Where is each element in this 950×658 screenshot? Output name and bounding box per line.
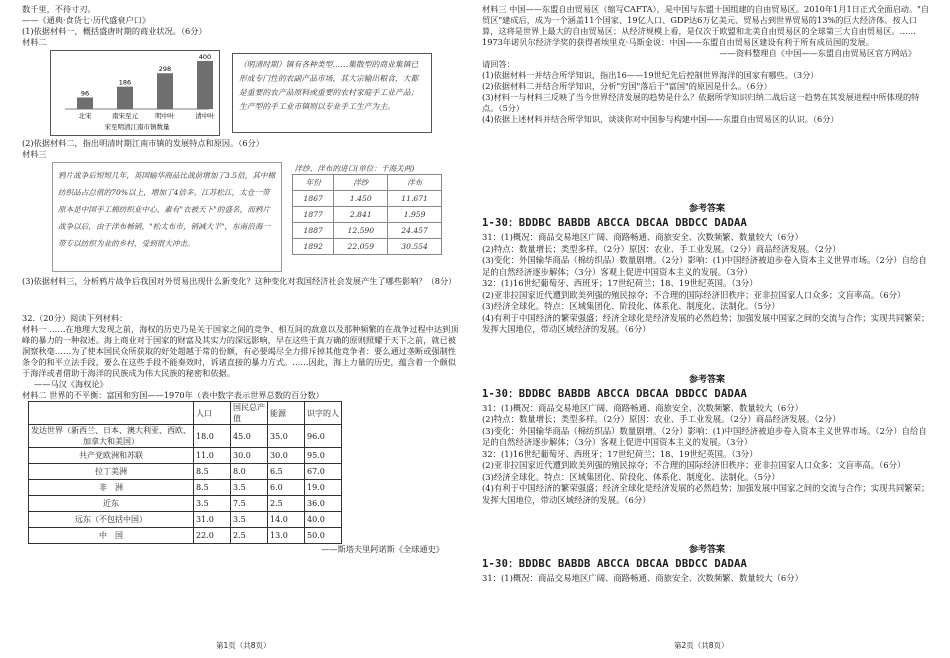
table-cell: 远东（不包括中国） bbox=[29, 512, 194, 528]
table-cell: 3.5 bbox=[231, 480, 268, 496]
table-cell: 近东 bbox=[29, 496, 194, 512]
q31-line: ——《通典·食货七·历代盛衰户口》 bbox=[22, 15, 151, 25]
yarn-cloth-import-table bbox=[292, 162, 442, 255]
table-cell: 24.457 bbox=[388, 223, 442, 239]
table-row bbox=[29, 512, 342, 528]
bar-value-label: 96 bbox=[80, 89, 90, 98]
q32-material-3 bbox=[482, 0, 932, 48]
answer-title: 参考答案 bbox=[688, 204, 725, 214]
answer-title: 参考答案 bbox=[688, 545, 725, 555]
page-1 bbox=[22, 0, 460, 555]
table-cell: 3.5 bbox=[231, 512, 268, 528]
table-cell: 1867 bbox=[293, 191, 334, 207]
rich-poor-table bbox=[28, 401, 342, 544]
question-item: (4)依据上述材料并结合所学知识，谈谈你对中国参与构建中国——东盟自由贸易区的认识。（6分） bbox=[482, 114, 839, 124]
table-header-cell: 能源 bbox=[268, 402, 305, 425]
table-cell: 35.0 bbox=[268, 425, 305, 448]
material-3-paragraph: 材料三 中国——东盟自由贸易区（缩写CAFTA），是中国与东盟十国组建的自由贸易区。2010年1月1日正式全面启动。"自贸区"建成后，成为一个涵盖11个国家、19亿人口、GDP达6万亿美元、贸易占到世界贸易的13%的巨大经济体。按人口算，这将是世界上最大的自由贸易区；从经济规模上看，是仅次于欧盟和北美自由贸易区的全球第三大自由贸易区。……1973年诺贝尔经济学奖的获得者埃里克·马斯金说：中国——东盟自由贸易区建设有利于所有成员国的发展。 bbox=[482, 4, 930, 47]
q32-material-1: 材料一 ……在地理大发现之前，海权的历史乃是关于国家之间的竞争、相互间的敌意以及那种频繁的在战争过程中达到顶峰的暴力的一种叙述。海上商业对于国家的财富及其实力的深远影响，早在这些于真万确的原则照耀于天下之前，就已被洞察秋毫……为了使本国民众所获取的好处超越于常的份额，有必要竭尽全力排斥掉其他竞争者：要么通过垄断或强制性条令的和平立法手段，要么在这些手段不能奏效时，诉诸直接的暴力方式。……因此，海上力量的历史，蕴含着一个颇似于海洋或者借助于海洋的民族成为伟大民族的秘密和依据。 bbox=[22, 324, 459, 378]
table-cell: 45.0 bbox=[231, 425, 268, 448]
answer-line: (4)有利于中国经济的繁荣强盛；经济全球化是经济发展的必然趋势；加强发展中国家之间的交流与合作；实现共同繁荣；发挥大国地位，带动区域经济的发展。（6分） bbox=[482, 483, 930, 505]
table-cell: 14.0 bbox=[268, 512, 305, 528]
bar-1 bbox=[117, 87, 133, 109]
question-item: (1)依据材料一并结合所学知识，指出16——19世纪先后控制世界海洋的国家有哪些。（3分） bbox=[482, 70, 819, 80]
multiple-choice-key: 1-30：BDDBC BABDB ABCCA DBCAA DBDCC DADAA bbox=[482, 217, 748, 229]
table-cell: 30.554 bbox=[388, 239, 442, 255]
table-row bbox=[29, 528, 342, 544]
table-cell: 拉丁美洲 bbox=[29, 464, 194, 480]
q31-line: (1)依据材料一，概括盛唐时期的商业状况。（6分） bbox=[22, 26, 207, 36]
table-cell: 18.0 bbox=[194, 425, 231, 448]
table-cell: 11.0 bbox=[194, 448, 231, 464]
table-header-cell bbox=[29, 402, 194, 425]
table-cell: 11.671 bbox=[388, 191, 442, 207]
q32-table-source: ——斯塔夫里阿诺斯《全球通史》 bbox=[321, 544, 444, 554]
answer-title: 参考答案 bbox=[688, 374, 725, 385]
answer-line: (3)经济全球化。特点：区域集团化、阶段化、体系化、制度化、法制化。（5分） bbox=[482, 471, 780, 482]
table-header-cell: 人口 bbox=[194, 402, 231, 425]
table-row bbox=[293, 239, 442, 255]
category-label: 清中叶 bbox=[195, 112, 215, 120]
table-cell: 50.0 bbox=[305, 528, 342, 544]
table-cell: 30.0 bbox=[231, 448, 268, 464]
bar-chart-svg bbox=[51, 51, 219, 135]
table-row bbox=[293, 207, 442, 223]
table-cell: 2.841 bbox=[334, 207, 388, 223]
question-32-title: 32.（20分）阅读下列材料： bbox=[22, 313, 128, 323]
answer-line: (2)亚非拉国家近代遭到欧美列强的殖民掠夺；不合理的国际经济旧秩序；亚非拉国家人口众多；文盲率高。（6分） bbox=[482, 289, 906, 300]
bar-0 bbox=[77, 97, 93, 109]
answer-key bbox=[482, 201, 932, 585]
table-cell: 1.450 bbox=[334, 191, 388, 207]
answer-line: (2)特点：数量增长；类型多样。（2分）原因：农业、手工业发展。（2分）商品经济发展。（2分） bbox=[482, 243, 841, 254]
table-cell: 67.0 bbox=[305, 464, 342, 480]
category-label: 明中叶 bbox=[155, 112, 175, 120]
chart-caption: 宋至明清江南市镇数量 bbox=[104, 123, 170, 131]
table-cell: 12.590 bbox=[334, 223, 388, 239]
category-label: 北宋 bbox=[78, 112, 92, 120]
table-cell: 40.0 bbox=[305, 512, 342, 528]
table-cell: 31.0 bbox=[194, 512, 231, 528]
q32-material-1-source: ——马汉《海权论》 bbox=[34, 379, 108, 389]
q31-line: 材料二 bbox=[22, 37, 47, 47]
material-2 bbox=[22, 50, 460, 136]
table-cell: 6.5 bbox=[268, 464, 305, 480]
answer-line: (4)有利于中国经济的繁荣强盛；经济全球化是经济发展的必然趋势；加强发展中国家之间的交流与合作；实现共同繁荣；发挥大国地位，带动区域经济的发展。（6分） bbox=[482, 312, 930, 334]
bar-value-label: 186 bbox=[118, 78, 132, 87]
bar-value-label: 298 bbox=[158, 65, 172, 74]
answer-block bbox=[482, 201, 932, 336]
table-cell: 30.0 bbox=[268, 448, 305, 464]
table-header-cell: 国民总产值 bbox=[231, 402, 268, 425]
material-2-note: （明清时期）镇有各种类型……集散型的商业集镇已形成专门性的农副产品市场，其大宗输出粮食，大都是重要的农产品原料或重要的农村家庭手工业产品；生产型的手工业市镇则以专业手工生产为主。 bbox=[232, 53, 432, 133]
market-town-bar-chart bbox=[50, 50, 220, 136]
q31-line: 数千里，不待寸刃。 bbox=[22, 4, 96, 14]
table-cell: 1892 bbox=[293, 239, 334, 255]
q31-intro bbox=[22, 0, 460, 48]
material-3 bbox=[22, 162, 460, 274]
table-cell: 22.059 bbox=[334, 239, 388, 255]
table-cell: 2.5 bbox=[268, 496, 305, 512]
table-header-cell: 年份 bbox=[293, 175, 334, 191]
footer-page-2: 第2页（共8页） bbox=[674, 641, 729, 650]
table-cell: 1877 bbox=[293, 207, 334, 223]
table-cell: 1.959 bbox=[388, 207, 442, 223]
table-cell: 非 洲 bbox=[29, 480, 194, 496]
multiple-choice-key: 1-30：BDDBC BABDB ABCCA DBCAA DBDCC DADAA bbox=[482, 387, 748, 400]
table-cell: 8.0 bbox=[231, 464, 268, 480]
table-cell: 7.5 bbox=[231, 496, 268, 512]
table-cell: 中 国 bbox=[29, 528, 194, 544]
answer-line: (3)变化：外国输华商品（棉纺织品）数量剧增。（2分）影响：(1)中国经济被迫步卷入资本主义世界市场。（2分）自给自足的自然经济逐步解体；（3分）客观上促进中国资本主义的发展。（3分） bbox=[482, 255, 927, 277]
table-header-cell: 识字的人 bbox=[305, 402, 342, 425]
question-31-2: (2)依据材料二，指出明清时期江南市镇的发展特点和原因。（6分） bbox=[22, 138, 264, 148]
table-cell: 36.0 bbox=[305, 496, 342, 512]
question-item: (3)材料一与材料三反映了当今世界经济发展的趋势是什么？依据所学知识归纳二战后这一趋势在其发展进程中所体现的特点。（5分） bbox=[482, 92, 920, 113]
q32-material-2-title: 材料二 世界的不平衡：富国和穷国——1970年（表中数字表示世界总数的百分数） bbox=[22, 390, 324, 400]
question-item: (2)依据材料二并结合所学知识，分析"穷国"落后于"富国"的原因是什么。（6分） bbox=[482, 81, 772, 91]
footer-page-1: 第1页（共8页） bbox=[216, 641, 271, 650]
table-row bbox=[29, 464, 342, 480]
table-cell: 96.0 bbox=[305, 425, 342, 448]
answer-line: 32：(1)16世纪葡萄牙、西班牙；17世纪荷兰；18、19世纪英国。（3分） bbox=[482, 278, 758, 288]
table-header-cell: 洋布 bbox=[388, 175, 442, 191]
table-header-cell: 洋纱 bbox=[334, 175, 388, 191]
question-31-3: (3)依据材料三，分析鸦片战争后我国对外贸易出现什么新变化？这种变化对我国经济社会发展产生了哪些影响？（8分） bbox=[22, 276, 457, 286]
answer-block bbox=[482, 372, 932, 507]
table-row bbox=[29, 448, 342, 464]
table-cell: 22.0 bbox=[194, 528, 231, 544]
answer-line: 32：(1)16世纪葡萄牙、西班牙；17世纪荷兰；18、19世纪英国。（3分） bbox=[482, 448, 758, 459]
questions-title: 请回答： bbox=[482, 59, 515, 69]
answer-line: 31：(1)概况：商品交易地区广阔、商路畅通、商旅安全、次数频繁、数量较大（6分） bbox=[482, 402, 803, 413]
bar-value-label: 400 bbox=[198, 53, 212, 61]
table-caption: 洋纱、洋布的进口(单位：千海关两) bbox=[294, 163, 415, 173]
table-cell: 95.0 bbox=[305, 448, 342, 464]
table-cell: 3.5 bbox=[194, 496, 231, 512]
table-cell: 1887 bbox=[293, 223, 334, 239]
category-label: 南宋至元 bbox=[112, 112, 138, 120]
table-row bbox=[29, 425, 342, 448]
material-3-label: 材料三 bbox=[22, 149, 47, 159]
page-2 bbox=[482, 0, 932, 585]
table-cell: 6.0 bbox=[268, 480, 305, 496]
answer-line: (3)变化：外国输华商品（棉纺织品）数量剧增。（2分）影响：(1)中国经济被迫步卷入资本主义世界市场。（2分）自给自足的自然经济逐步解体；（3分）客观上促进中国资本主义的发展。（3分） bbox=[482, 425, 927, 447]
table-row bbox=[293, 223, 442, 239]
table-header-row bbox=[293, 175, 442, 191]
table-row bbox=[29, 496, 342, 512]
table-row bbox=[29, 480, 342, 496]
material-3-text: 鸦片战争后短短几年，英国输华商品比战前增加了3.5倍，其中棉纺织品占总值的70%以上，增加了4倍多。江苏松江，太仓一带原本是中国手工棉纺织业中心，素有"衣被天下"的盛名，而鸦片战争以后，由于洋布畅销，"松太布市，销减大半"，东南沿海一带专以纺织为业的乡村，受到很大冲击。 bbox=[52, 162, 282, 272]
answer-line: (2)特点：数量增长；类型多样。（2分）原因：农业、手工业发展。（2分）商品经济发展。（2分） bbox=[482, 414, 841, 424]
bar-3 bbox=[197, 61, 213, 109]
q32-questions bbox=[482, 70, 932, 125]
table-cell: 发达世界（新西兰、日本、澳大利亚、西欧、加拿大和美国） bbox=[29, 425, 194, 448]
answer-line: 31：(1)概况：商品交易地区广阔、商路畅通、商旅安全、次数频繁、数量较大（6分） bbox=[482, 573, 803, 583]
answer-block bbox=[482, 542, 932, 585]
table-cell: 19.0 bbox=[305, 480, 342, 496]
table-cell: 共产党欧洲和苏联 bbox=[29, 448, 194, 464]
q32-material-3-source: ——资料整理自《中国——东盟自由贸易区官方网站》 bbox=[719, 48, 916, 58]
multiple-choice-key: 1-30：BDDBC BABDB ABCCA DBCAA DBDCC DADAA bbox=[482, 558, 748, 570]
table-cell: 2.5 bbox=[231, 528, 268, 544]
answer-line: 31：(1)概况：商品交易地区广阔、商路畅通、商旅安全、次数频繁、数量较大（6分） bbox=[482, 232, 803, 242]
table-row bbox=[293, 191, 442, 207]
table-cell: 8.5 bbox=[194, 464, 231, 480]
bar-2 bbox=[157, 73, 173, 109]
answer-line: (2)亚非拉国家近代遭到欧美列强的殖民掠夺；不合理的国际经济旧秩序；亚非拉国家人口众多；文盲率高。（6分） bbox=[482, 460, 906, 470]
table-cell: 8.5 bbox=[194, 480, 231, 496]
table-cell: 13.0 bbox=[268, 528, 305, 544]
answer-line: (3)经济全球化。特点：区域集团化、阶段化、体系化、制度化、法制化。（5分） bbox=[482, 301, 780, 311]
table-header-row bbox=[29, 402, 342, 425]
